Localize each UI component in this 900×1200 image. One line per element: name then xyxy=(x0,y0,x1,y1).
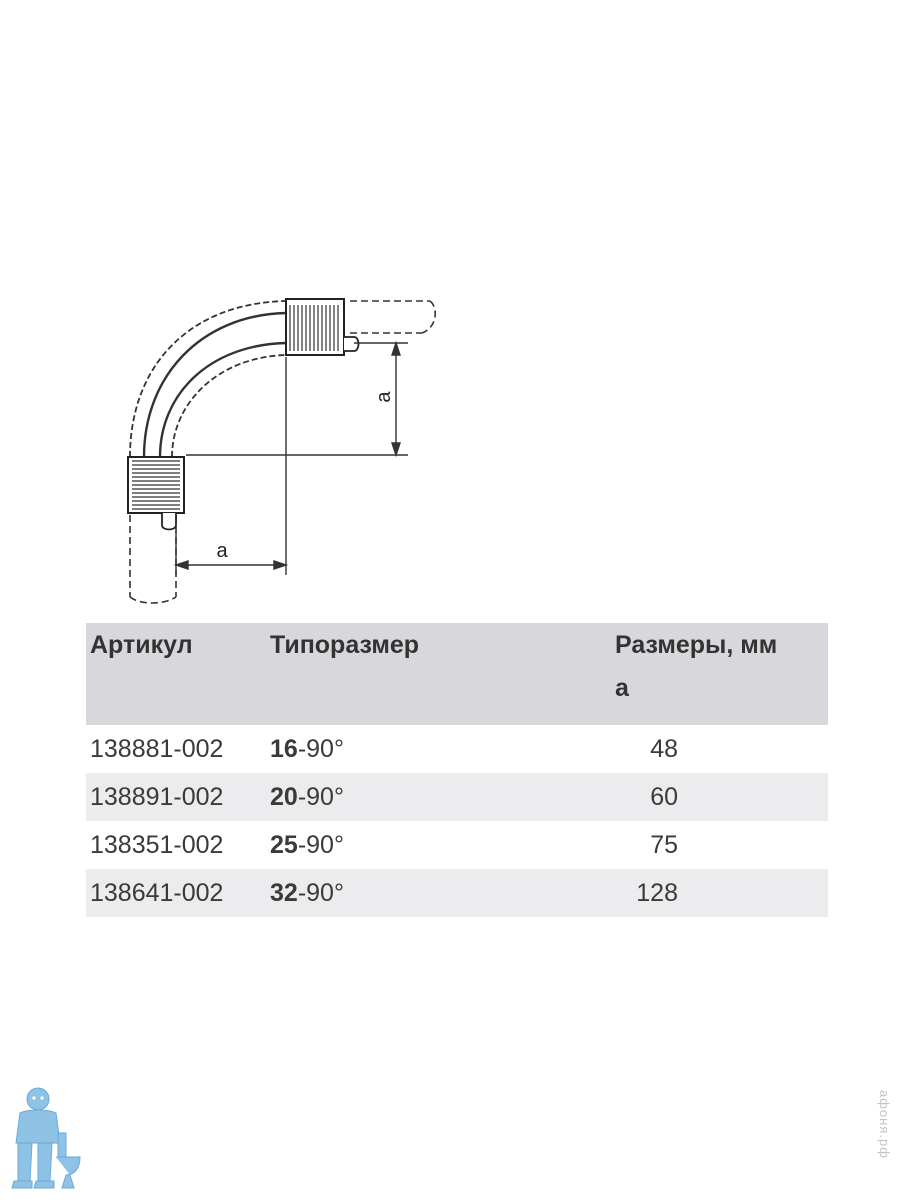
bend-fitting-drawing xyxy=(100,285,460,615)
header-dimensions xyxy=(611,623,828,725)
cell-size xyxy=(266,773,611,821)
size-bold: 25 xyxy=(270,830,298,859)
size-rest: -90° xyxy=(297,830,344,859)
cell-a: 75 xyxy=(650,830,678,859)
size-bold: 20 xyxy=(270,782,298,811)
top-coupling xyxy=(286,299,359,355)
plumber-mascot-logo xyxy=(8,1085,84,1190)
bottom-coupling xyxy=(128,457,184,530)
cell-article: 138641-002 xyxy=(86,869,266,917)
header-dimensions-label: Размеры, мм xyxy=(615,631,778,659)
cell-a: 48 xyxy=(650,734,678,763)
header-article: Артикул xyxy=(86,623,266,725)
horizontal-dimension xyxy=(176,357,286,575)
cell-article: 138881-002 xyxy=(90,734,224,763)
cell-article: 138891-002 xyxy=(86,773,266,821)
table-row xyxy=(86,869,828,917)
header-dimensions-sub: a xyxy=(615,674,629,702)
table-header-row xyxy=(86,623,828,725)
size-rest: -90° xyxy=(297,782,344,811)
pipe-right-dashed xyxy=(350,301,435,333)
cell-article: 138351-002 xyxy=(90,830,224,859)
table-row xyxy=(86,821,828,869)
cell-size xyxy=(266,869,611,917)
dimension-label-horizontal: a xyxy=(216,540,228,562)
dimension-label-vertical: a xyxy=(373,391,395,403)
site-watermark: афоня.рф xyxy=(877,1090,892,1159)
spec-table xyxy=(86,623,828,917)
size-rest: -90° xyxy=(297,734,344,763)
size-bold: 32 xyxy=(270,878,298,907)
cell-size xyxy=(266,821,611,869)
table-row xyxy=(86,773,828,821)
header-size: Типоразмер xyxy=(266,623,611,725)
cell-a: 60 xyxy=(611,773,828,821)
size-rest: -90° xyxy=(297,878,344,907)
table-row xyxy=(86,725,828,773)
cell-a: 128 xyxy=(611,869,828,917)
bend-body xyxy=(130,301,286,457)
size-bold: 16 xyxy=(270,734,298,763)
cell-size xyxy=(266,725,611,773)
